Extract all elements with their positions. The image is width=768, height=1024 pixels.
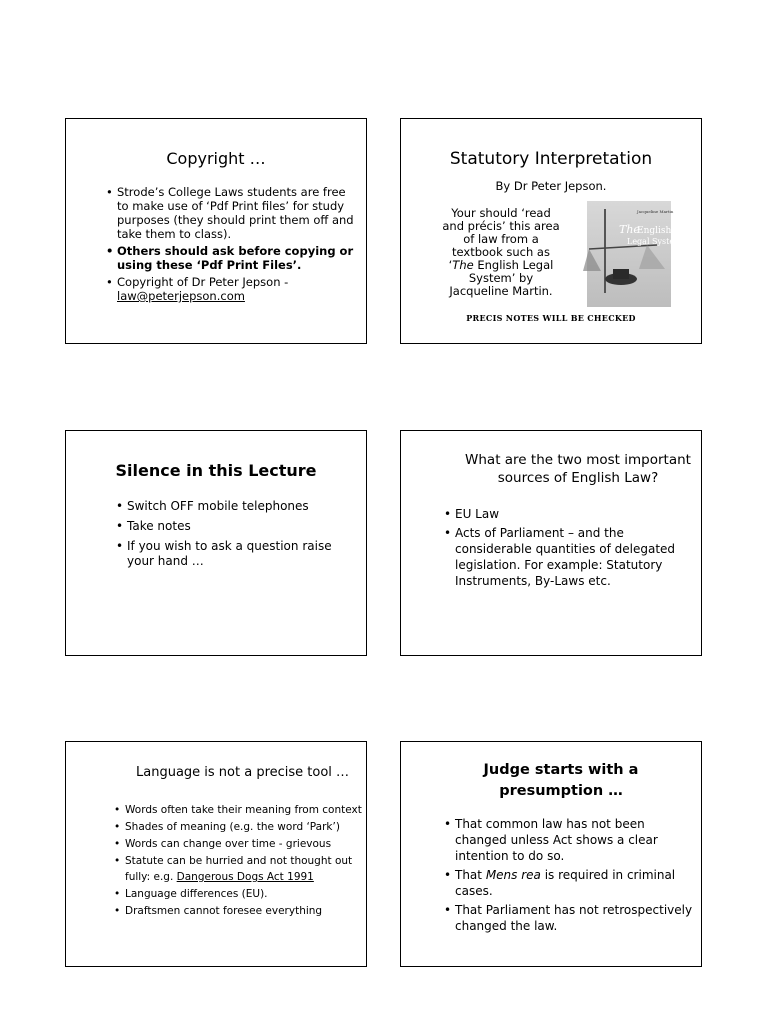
- list-item: • Words often take their meaning from context: [114, 802, 362, 818]
- list-item: • Acts of Parliament – and the considerable quantities of delegated legislation. For example: Statutory Instruments, By-Laws etc.: [444, 525, 695, 589]
- list-item: • Take notes: [116, 519, 358, 534]
- email-link[interactable]: law@peterjepson.com: [117, 289, 245, 303]
- list-item: • Others should ask before copying or using these ‘Pdf Print Files’.: [106, 244, 358, 272]
- list-item: • Strode’s College Laws students are free to make use of ‘Pdf Print files’ for study purposes (they should print them off and take them to class).: [106, 185, 358, 241]
- svg-text:The: The: [619, 223, 640, 236]
- svg-text:Jacqueline Martin: Jacqueline Martin: [637, 209, 674, 214]
- list-item: • Shades of meaning (e.g. the word ‘Park’): [114, 819, 362, 835]
- svg-text:English: English: [637, 226, 672, 236]
- precis-notice: PRECIS NOTES WILL BE CHECKED: [466, 313, 636, 323]
- slide-title: Language is not a precise tool …: [136, 765, 350, 780]
- slide-title: Copyright …: [166, 149, 266, 168]
- copyright-text: Copyright of Dr Peter Jepson -: [117, 275, 289, 289]
- svg-text:Legal System: Legal System: [627, 237, 682, 246]
- byline: By Dr Peter Jepson.: [495, 179, 607, 193]
- case-reference: Dangerous Dogs Act 1991: [176, 871, 314, 883]
- bullet-list: [444, 816, 695, 937]
- slide-language: [65, 741, 367, 967]
- slide-statutory-interpretation: [400, 118, 702, 344]
- list-item: • That common law has not been changed unless Act shows a clear intention to do so.: [444, 816, 695, 864]
- list-item: • That Mens rea is required in criminal cases.: [444, 867, 695, 899]
- bullet-list: [444, 506, 695, 592]
- list-item: • EU Law: [444, 506, 695, 522]
- list-item: • Switch OFF mobile telephones: [116, 499, 358, 514]
- slide-title: Judge starts with a presumption …: [483, 762, 639, 799]
- list-item: • Draftsmen cannot foresee everything: [114, 903, 362, 919]
- book-cover-image: [587, 201, 682, 307]
- bullet-list: [106, 185, 358, 306]
- slide-title: Statutory Interpretation: [449, 149, 653, 169]
- slide-title: Silence in this Lecture: [115, 461, 317, 480]
- list-item: • Statute can be hurried and not thought out fully: e.g. Dangerous Dogs Act 1991: [114, 853, 362, 885]
- slide-presumption: [400, 741, 702, 967]
- slide-body: Your should ‘read and précis’ this area of law from a textbook such as ‘The English Legal System’ by Jacqueline Martin.: [442, 206, 560, 298]
- slide-silence: [65, 430, 367, 656]
- slide-sources-of-law: [400, 430, 702, 656]
- list-item: • Words can change over time - grievous: [114, 836, 362, 852]
- bullet-list: [116, 499, 358, 574]
- slide-copyright: [65, 118, 367, 344]
- slide-title: What are the two most important sources of English Law?: [465, 452, 691, 486]
- list-item: • If you wish to ask a question raise your hand …: [116, 539, 358, 569]
- list-item: • Language differences (EU).: [114, 886, 362, 902]
- list-item: [106, 275, 358, 303]
- bullet-list: [114, 802, 362, 920]
- list-item: • That Parliament has not retrospectively changed the law.: [444, 902, 695, 934]
